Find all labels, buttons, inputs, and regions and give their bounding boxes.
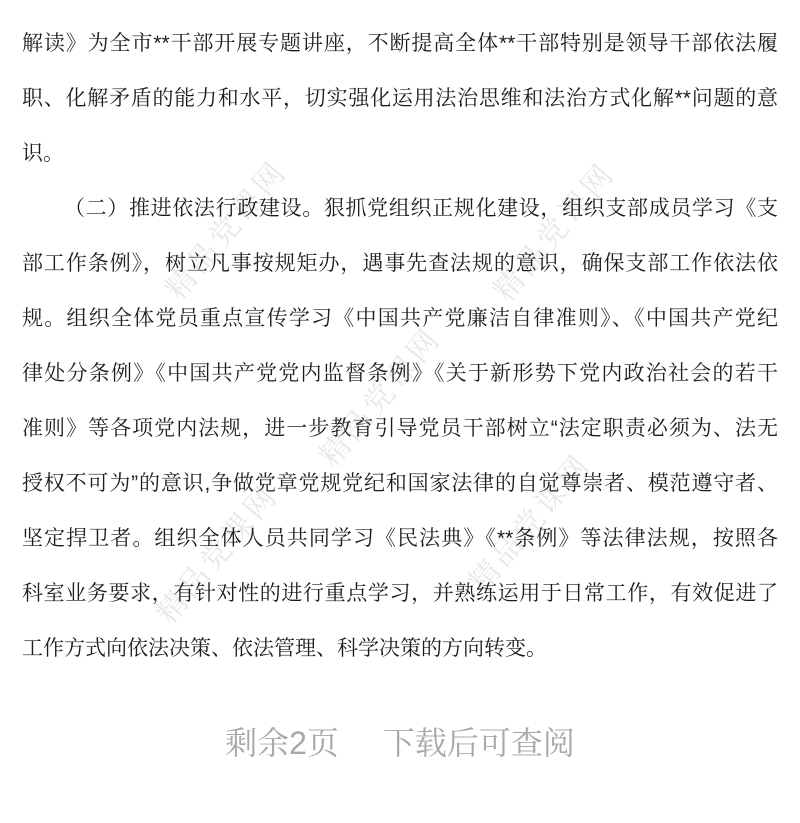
watermark-text: 精品党课网 [313, 321, 448, 473]
document-line: 识。 [22, 142, 64, 165]
document-line: 授权不可为”的意识,争做党章党规党纪和国家法律的自觉尊崇者、模范遵守者、 [22, 472, 778, 495]
paragraph [22, 181, 778, 676]
document-line: 解读》为全市**干部开展专题讲座，不断提高全体**干部特别是领导干部依法履 [22, 32, 778, 55]
document-line: 律处分条例》《中国共产党党内监督条例》《关于新形势下党内政治社会的若干 [22, 362, 778, 385]
watermark-text: 精品党课网 [150, 478, 285, 630]
watermark-text: 精品党课网 [487, 156, 622, 308]
document-line: 职、化解矛盾的能力和水平，切实强化运用法治思维和法治方式化解**问题的意 [22, 87, 778, 110]
pages-remaining-label: 剩余2页 [225, 725, 339, 761]
document-line: 规。组织全体党员重点宣传学习《中国共产党廉洁自律准则》、《中国共产党纪 [22, 307, 778, 330]
document-line: （二）推进依法行政建设。狠抓党组织正规化建设，组织支部成员学习《支 [64, 197, 778, 220]
document-line: 坚定捍卫者。组织全体人员共同学习《民法典》《**条例》等法律法规，按照各 [22, 527, 778, 550]
paragraph [22, 16, 778, 181]
document-line: 部工作条例》，树立凡事按规矩办，遇事先查法规的意识，确保支部工作依法依 [22, 252, 778, 275]
preview-footer-notice [0, 726, 800, 760]
document-line: 准则》等各项党内法规，进一步教育引导党员干部树立“法定职责必须为、法无 [22, 417, 778, 440]
watermark-text: 精品党课网 [463, 447, 598, 599]
download-hint-label: 下载后可查阅 [382, 725, 575, 761]
document-line: 工作方式向依法决策、依法管理、科学决策的方向转变。 [22, 637, 547, 660]
document-line: 科室业务要求，有针对性的进行重点学习，并熟练运用于日常工作，有效促进了 [22, 582, 778, 605]
watermark-text: 精品党课网 [159, 154, 294, 306]
